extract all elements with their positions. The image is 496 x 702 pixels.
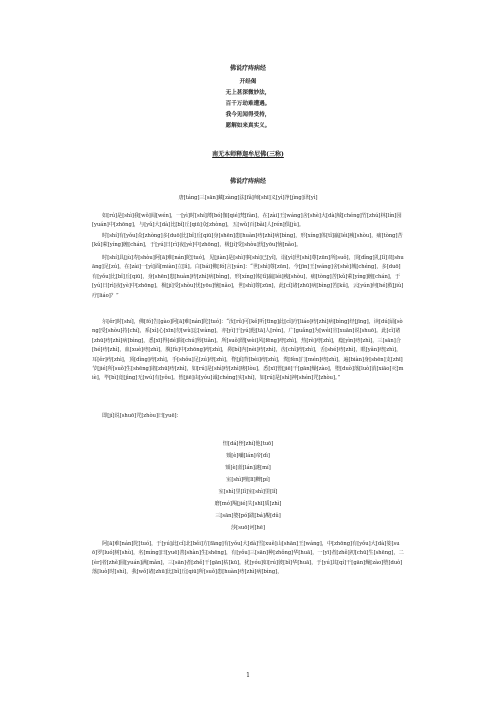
- translator-line: 唐[táng]三[sān]藏[zàng]法[fǎ]师[shī]义[yì]净[jìng]译[yì]: [178, 195, 318, 201]
- mantra-line: 室[shì]里[lǐ]室[shì]里[lǐ]: [218, 489, 278, 495]
- mantra-line: 莎[suō]诃[hē]: [230, 525, 265, 531]
- page-number: 1: [246, 672, 250, 679]
- verse-line: 无上甚深微妙法，: [225, 90, 271, 96]
- paragraph: 时[shí]有[yǒu]众[zhòng]多[duō]比[bǐ]丘[qiū]身[shēn]患[huàn]痔[zhì]病[bìng]，形[xíng]体[tǐ]羸[léi]瘦[shòu]，痛[tòng]苦[kǔ]萦[yíng]缠[chán]，于[yú]日[rì]夜[yè]中[zhōng]，极[jí]受[shòu]忧[yōu]恼[nǎo]。: [92, 233, 403, 249]
- mantra-line: 怛[dá]侄[zhí]他[tuō]: [222, 441, 274, 447]
- mantra-line: 三[sān]婆[pó]跋[bá]覩[dǔ]: [215, 513, 281, 519]
- paragraph: 即[jí]说[shuō]咒[zhòu]曰[yuē]：: [102, 413, 182, 419]
- paragraph: 时[shí]具[jù]寿[shòu]阿[ā]难[nán]陀[tuó]，见[jiàn]是[shì]事[shì]已[yǐ]，诣[yì]世[shì]尊[zūn]所[suǒ]，顶[dǐng]礼[lǐ]双[shuāng]足[zú]，在[zài]一[yì]面[miàn]立[lì]。白[bái]佛[fó]言[yán]：“世[shì]尊[zūn]，今[jīn]王[wáng]舍[shè]城[chéng]，多[duō]有[yǒu]比[bǐ]丘[qiū]，身[shēn]患[huàn]痔[zhì]病[bìng]，形[xíng]体[tǐ]羸[léi]瘦[shòu]，痛[tòng]苦[kǔ]萦[yíng]缠[chán]，于[yú]日[rì]夜[yè]中[zhōng]，极[jí]受[shòu]忧[yōu]恼[nǎo]，世[shì]尊[zūn]，此[cǐ]诸[zhū]病[bìng]苦[kǔ]，云[yún]何[hé]救[jiù]疗[liáo]？”: [92, 255, 404, 299]
- paragraph: 尔[ěr]时[shí]，佛[fó]告[gào]阿[ā]难[nán]陀[tuó]：“汝[rǔ]可[kě]听[tīng]此[cǐ]疗[liáo]痔[zhì]病[bìng]经[jīng]，读[dú]诵[sòng]受[shòu]持[chí]，系[xì]心[xīn]勿[wù]忘[wàng]，亦[yì]于[yú]他[tā]人[rén]，广[guǎng]为[wéi]宣[xuān]说[shuō]。此[cǐ]诸[zhū]痔[zhì]病[bìng]，悉[xī]得[dé]除[chú]殄[tiǎn]。所[suǒ]谓[wèi]风[fēng]痔[zhì]，热[rè]痔[zhì]，癊[yìn]痔[zhì]，三[sān]合[hé]痔[zhì]，血[xuè]痔[zhì]，腹[fù]中[zhōng]痔[zhì]，鼻[bí]内[nèi]痔[zhì]，齿[chǐ]痔[zhì]，舌[shé]痔[zhì]，眼[yǎn]痔[zhì]，耳[ěr]痔[zhì]，顶[dǐng]痔[zhì]，手[shǒu]足[zú]痔[zhì]，脊[jǐ]背[bèi]痔[zhì]，粪[fèn]门[mén]痔[zhì]，遍[biàn]身[shēn]支[zhī]节[jié]所[suǒ]生[shēng]诸[zhū]痔[zhì]，如[rú]是[shì]痔[zhì]瘘[lòu]，悉[xī]皆[jiē]干[gān]燥[zào]，堕[duò]落[luò]消[xiāo]灭[miè]，毕[bì]竟[jìng]无[wú]有[yǒu]。皆[jiē]由[yóu]诚[chéng]实[shí]，如[rú]是[shì]神[shén]咒[zhòu]。”: [92, 319, 404, 382]
- mantra-line: 頞[è]囒[lán]帝[dì]: [226, 453, 270, 459]
- paragraph: 如[rú]是[shì]我[wǒ]闻[wén]，一[yì]时[shí]薄[bó]伽[qié]梵[fàn]，在[zài]王[wáng]舍[shè]大[dà]城[chéng]竹[zhú]林[lín]园[yuán]中[zhōng]，与[yǔ]大[dà]比[bǐ]丘[qiū]众[zhòng]，五[wǔ]百[bǎi]人[rén]俱[jù]。: [92, 213, 402, 229]
- homage-line: [0, 151, 496, 159]
- sutra-title: 佛说疗痔病经: [229, 178, 266, 185]
- homage-text: 南无本师释迦牟尼佛(三称): [212, 151, 284, 158]
- header-title: 佛说疗痔病经: [229, 65, 266, 72]
- verse-line: 愿解如来真实义。: [225, 123, 271, 129]
- mantra-line: 磨[mó]羯[jié]失[shī]质[zhì]: [214, 501, 282, 507]
- mantra-line: 頞[è]蓝[lán]謎[mí]: [225, 465, 271, 471]
- verse-line: 开经偈: [239, 79, 257, 85]
- mantra-line: 室[shì]哩[lī]鞞[pí]: [226, 477, 270, 483]
- paragraph: 阿[ā]难[nán]陀[tuó]，于[yú]此[cǐ]北[běi]方[fāng]有[yǒu]大[dà]雪[xuě]山[shān]王[wáng]，中[zhōng]有[yǒu]大[dà]娑[suō]罗[luó]树[shù]，名[míng]曰[yuē]善[shàn]生[shēng]，有[yǒu]三[sān]种[zhǒng]华[huā]，一[yī]者[zhě]初[chū]生[shēng]，二[èr]者[zhě]圆[yuán]满[mǎn]，三[sān]者[zhě]干[gān]枯[kū]，犹[yóu]如[rú]彼[bǐ]华[huā]，于[yú]其[qí]干[gān]燥[zào]堕[duò]落[luò]时[shí]，我[wǒ]诸[zhū]比[bǐ]丘[qiū]所[suǒ]患[huàn]痔[zhì]病[bìng]，: [92, 541, 404, 576]
- verse-line: 我今见闻得受持，: [225, 112, 271, 118]
- verse-line: 百千万劫难遭遇。: [225, 101, 271, 107]
